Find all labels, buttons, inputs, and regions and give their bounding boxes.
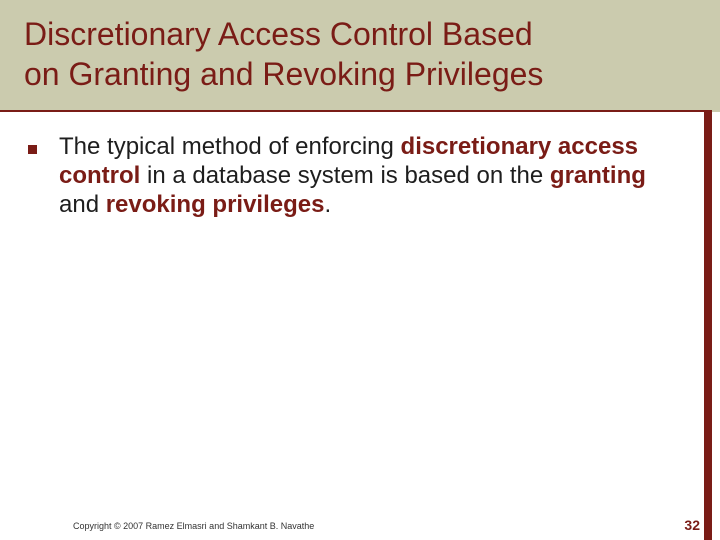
slide-body <box>26 132 666 219</box>
bold-term-revoking-privileges: revoking privileges <box>105 191 325 218</box>
bold-term-discretionary-access-control: discretionary access control <box>59 133 639 189</box>
title-divider <box>0 110 712 112</box>
bullet-text-part-1: The typical method of enforcing <box>59 133 401 160</box>
bullet-text <box>59 132 666 219</box>
page-number: 32 <box>684 517 700 533</box>
slide-title-line-2: on Granting and Revoking Privileges <box>24 56 544 92</box>
bold-term-granting: granting <box>549 162 646 189</box>
slide-title-line-1: Discretionary Access Control Based <box>24 16 533 52</box>
bullet-item <box>26 132 666 219</box>
copyright-footer: Copyright © 2007 Ramez Elmasri and Shamkant B. Navathe <box>73 521 315 531</box>
bullet-text-part-3: and <box>59 191 106 218</box>
right-accent-bar <box>704 110 712 540</box>
bullet-text-part-2: in a database system is based on the <box>140 162 550 189</box>
bullet-text-part-4: . <box>324 191 332 218</box>
square-bullet-icon <box>28 145 37 154</box>
slide-title <box>24 14 684 94</box>
title-band <box>0 0 720 112</box>
